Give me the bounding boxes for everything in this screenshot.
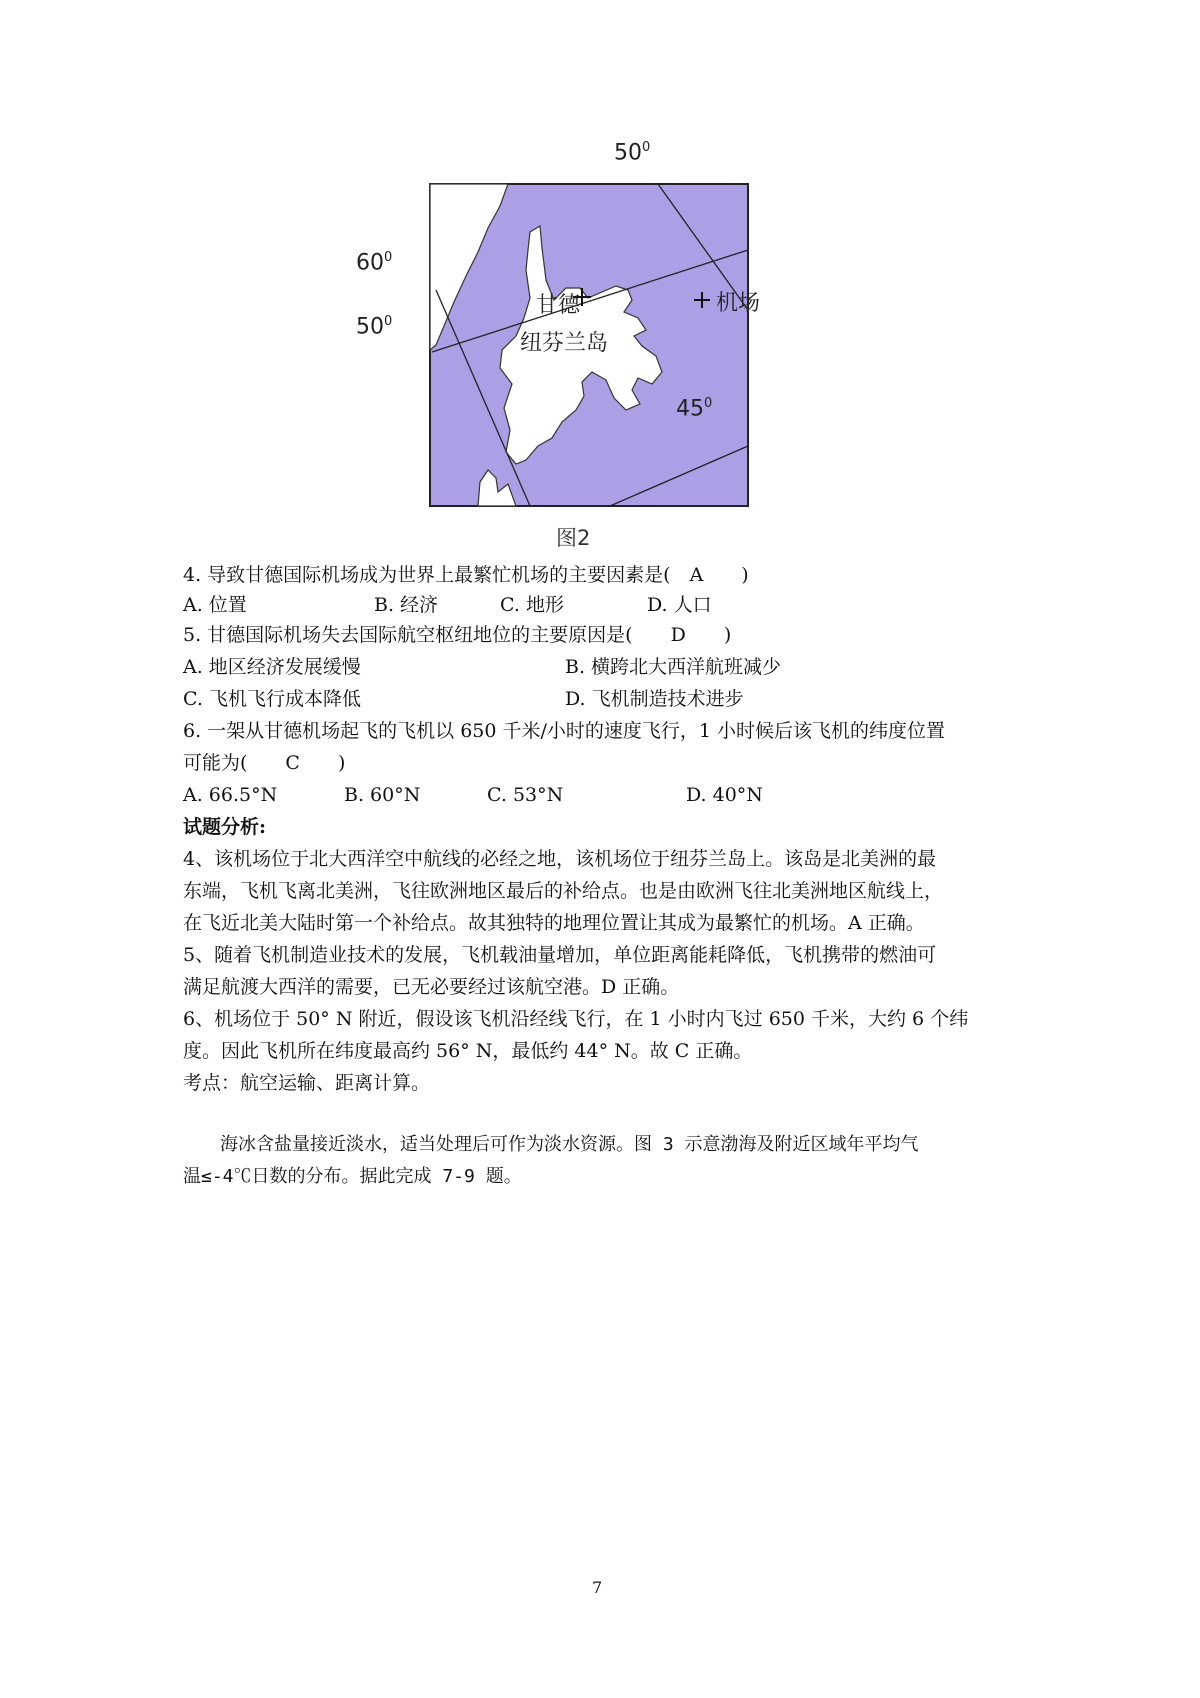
analysis-heading: 试题分析: xyxy=(183,816,267,838)
q4-stem: 4. 导致甘德国际机场成为世界上最繁忙机场的主要因素是( A ) xyxy=(183,564,749,586)
figure-caption: 图2 xyxy=(556,526,591,550)
analysis-line: 6、机场位于 50° N 附近，假设该飞机沿经线飞行，在 1 小时内飞过 650 千米，大约 6 个纬 xyxy=(183,1008,969,1030)
label-newfoundland: 纽芬兰岛 xyxy=(520,331,609,356)
analysis-line: 在飞近北美大陆时第一个补给点。故其独特的地理位置让其成为最繁忙的机场。A 正确。 xyxy=(183,912,925,934)
q6-stem-line2: 可能为( C ) xyxy=(183,752,346,774)
legend-airport-label: 机场 xyxy=(716,291,761,316)
q4-option-b: B. 经济 xyxy=(374,594,439,616)
q5-option-d: D. 飞机制造技术进步 xyxy=(565,688,744,710)
analysis-line: 考点：航空运输、距离计算。 xyxy=(183,1072,431,1094)
newfoundland-map-figure xyxy=(356,140,830,550)
q6-option-d: D. 40°N xyxy=(686,784,763,806)
q6-option-a: A. 66.5°N xyxy=(183,784,278,806)
q5-option-a: A. 地区经济发展缓慢 xyxy=(183,656,361,678)
q4-option-d: D. 人口 xyxy=(647,594,712,616)
q6-stem-line1: 6. 一架从甘德机场起飞的飞机以 650 千米/小时的速度飞行，1 小时候后该飞机的纬度位置 xyxy=(183,720,946,742)
label-50-top: $50^0$ xyxy=(614,140,651,166)
analysis-line: 东端，飞机飞离北美洲，飞往欧洲地区最后的补给点。也是由欧洲飞往北美洲地区航线上， xyxy=(183,880,944,902)
intro-line2: 温≤-4℃日数的分布。据此完成 7-9 题。 xyxy=(183,1166,522,1187)
q6-option-b: B. 60°N xyxy=(344,784,421,806)
q5-option-c: C. 飞机飞行成本降低 xyxy=(183,688,361,710)
analysis-line: 5、随着飞机制造业技术的发展，飞机载油量增加，单位距离能耗降低，飞机携带的燃油可 xyxy=(183,944,937,966)
page-number: 7 xyxy=(592,1578,603,1597)
label-45: $45^0$ xyxy=(676,396,713,422)
label-gander: 甘德 xyxy=(536,293,581,318)
analysis-line: 度。因此飞机所在纬度最高约 56° N，最低约 44° N。故 C 正确。 xyxy=(183,1040,753,1062)
analysis-line: 满足航渡大西洋的需要，已无必要经过该航空港。D 正确。 xyxy=(183,976,680,998)
q4-option-c: C. 地形 xyxy=(500,594,564,616)
q5-stem: 5. 甘德国际机场失去国际航空枢纽地位的主要原因是( D ) xyxy=(183,624,732,646)
q6-option-c: C. 53°N xyxy=(487,784,564,806)
q5-option-b: B. 横跨北大西洋航班减少 xyxy=(565,656,782,678)
label-60: $60^0$ xyxy=(356,250,393,276)
intro-line1: 海冰含盐量接近淡水，适当处理后可作为淡水资源。图 3 示意渤海及附近区域年平均气 xyxy=(220,1134,919,1155)
analysis-line: 4、该机场位于北大西洋空中航线的必经之地，该机场位于纽芬兰岛上。该岛是北美洲的最 xyxy=(183,848,937,870)
q4-option-a: A. 位置 xyxy=(183,594,247,616)
label-50-left: $50^0$ xyxy=(356,314,393,340)
